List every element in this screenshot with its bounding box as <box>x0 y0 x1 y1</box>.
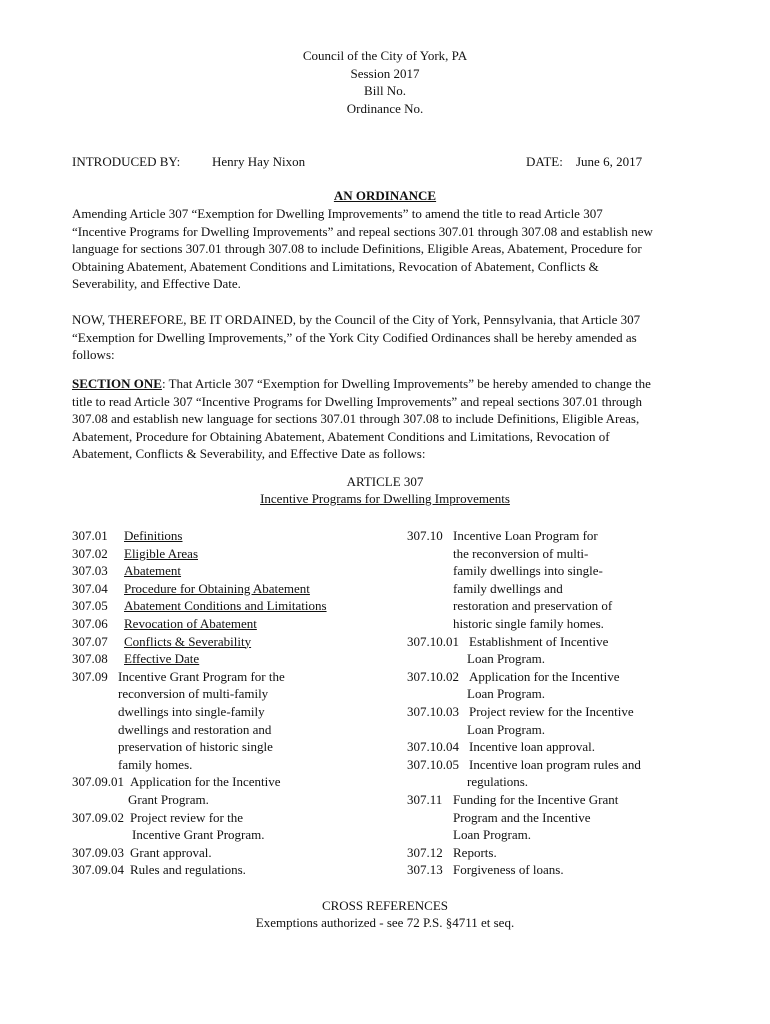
article-name: Incentive Programs for Dwelling Improvements <box>260 491 510 506</box>
toc-left-underlined-entry: 307.04 Procedure for Obtaining Abatement <box>72 580 310 596</box>
cross-references-heading: CROSS REFERENCES <box>321 898 449 913</box>
date-label: DATE: <box>526 154 563 169</box>
toc-right-entry: 307.10.01 Establishment of Incentive <box>407 633 609 649</box>
toc-right-continuation: historic single family homes. <box>453 615 604 631</box>
toc-right-entry: 307.10.02 Application for the Incentive <box>407 668 620 684</box>
toc-left-continuation: reconversion of multi-family <box>118 686 269 702</box>
toc-left-underlined-entry: 307.01 Definitions <box>72 528 183 543</box>
summary-line: Obtaining Abatement, Abatement Conditions and Limitations, Revocation of Abatement, Conflicts & <box>72 258 599 274</box>
toc-right-entry: 307.10.03 Project review for the Incentive <box>407 703 634 719</box>
section-one-line: Abatement, Procedure for Obtaining Abatement, Abatement Conditions and Limitations, Revocation of <box>72 428 610 444</box>
toc-left-underlined-entry: 307.02 Eligible Areas <box>72 545 199 561</box>
header-bill-no: Bill No. <box>364 83 406 98</box>
toc-right-continuation: family dwellings and <box>453 580 563 596</box>
ordain-line: “Exemption for Dwelling Improvements,” of the York City Codified Ordinances shall be hereby amended as <box>72 329 637 345</box>
toc-left-entry: 307.09.01 Application for the Incentive <box>72 774 281 790</box>
introduced-by-value: Henry Hay Nixon <box>212 154 306 169</box>
toc-left-column <box>72 527 402 879</box>
toc-right-entry: 307.10.05 Incentive loan program rules and <box>407 756 641 772</box>
toc-left-underlined-entry: 307.08 Effective Date <box>72 651 200 667</box>
ordain-line: NOW, THEREFORE, BE IT ORDAINED, by the Council of the City of York, Pennsylvania, that Article 307 <box>72 312 641 327</box>
toc-right-continuation: Loan Program. <box>467 721 545 737</box>
section-one-paragraph <box>72 375 700 463</box>
summary-line: Amending Article 307 “Exemption for Dwelling Improvements” to amend the title to read Article 307 <box>72 206 603 221</box>
toc-right-column <box>407 527 707 879</box>
toc-left-underlined-entry: 307.05 Abatement Conditions and Limitations <box>72 598 327 614</box>
toc-right-entry: 307.13 Forgiveness of loans. <box>407 862 564 878</box>
summary-line: Severability, and Effective Date. <box>72 276 241 291</box>
toc-right-continuation: regulations. <box>467 774 529 790</box>
article-number: ARTICLE 307 <box>346 474 424 489</box>
toc-right-entry: 307.10.04 Incentive loan approval. <box>407 739 595 755</box>
section-one-line: 307.08 and establish new language for sections 307.01 through 307.08 to include Definitions, Eligible Areas, <box>72 411 640 426</box>
header-session: Session 2017 <box>350 66 420 81</box>
toc-left-underlined-entry: 307.07 Conflicts & Severability <box>72 633 252 649</box>
toc-left-continuation: dwellings and restoration and <box>118 721 272 737</box>
toc-left-entry: 307.09.03 Grant approval. <box>72 844 212 860</box>
toc-left-continuation: Incentive Grant Program. <box>132 827 265 843</box>
ordain-line: follows: <box>72 347 115 362</box>
section-one-line: Abatement, Conflicts & Severability, and Effective Date as follows: <box>72 446 426 461</box>
toc-right-continuation: restoration and preservation of <box>453 598 613 614</box>
section-one-line: title to read Article 307 “Incentive Programs for Dwelling Improvements” and repeal sections 307.01 through <box>72 393 643 409</box>
toc-left-continuation: family homes. <box>118 756 193 772</box>
toc-left-entry: 307.09 Incentive Grant Program for the <box>72 668 285 684</box>
toc-right-continuation: Loan Program. <box>467 686 545 702</box>
toc-left-entry: 307.09.02 Project review for the <box>72 809 243 825</box>
cross-references-text: Exemptions authorized - see 72 P.S. §4711 et seq. <box>255 915 515 930</box>
introduced-by-label: INTRODUCED BY: <box>72 154 181 169</box>
toc-right-continuation: family dwellings into single- <box>453 563 603 579</box>
section-one-label: SECTION ONE <box>72 376 162 391</box>
summary-line: “Incentive Programs for Dwelling Improvements” and repeal sections 307.01 through 307.08 and establish new <box>72 223 653 239</box>
toc-left-underlined-entry: 307.03 Abatement <box>72 563 182 579</box>
toc-right-entry: 307.11 Funding for the Incentive Grant <box>407 791 619 807</box>
toc-left-continuation: dwellings into single-family <box>118 703 265 719</box>
summary-paragraph <box>72 205 700 293</box>
toc-right-entry: 307.12 Reports. <box>407 844 497 860</box>
ordain-paragraph <box>72 311 700 364</box>
toc-left-underlined-entry: 307.06 Revocation of Abatement <box>72 615 257 631</box>
toc-right-continuation: the reconversion of multi- <box>453 545 589 561</box>
toc-right-entry: 307.10 Incentive Loan Program for <box>407 528 598 543</box>
date-value: June 6, 2017 <box>576 154 643 169</box>
ordinance-title: AN ORDINANCE <box>333 188 437 203</box>
header-council: Council of the City of York, PA <box>302 48 468 63</box>
toc-right-continuation: Program and the Incentive <box>453 809 591 825</box>
toc-right-continuation: Loan Program. <box>453 827 531 843</box>
toc-right-continuation: Loan Program. <box>467 651 545 667</box>
toc-left-continuation: preservation of historic single <box>118 739 273 755</box>
summary-line: language for sections 307.01 through 307.08 to include Definitions, Eligible Areas, Abatement, Procedure for <box>72 241 642 256</box>
section-one-text: : That Article 307 “Exemption for Dwelling Improvements” be hereby amended to change the <box>161 376 651 391</box>
header-ordinance-no: Ordinance No. <box>346 101 424 116</box>
toc-left-continuation: Grant Program. <box>128 791 209 807</box>
toc-left-entry: 307.09.04 Rules and regulations. <box>72 862 246 878</box>
